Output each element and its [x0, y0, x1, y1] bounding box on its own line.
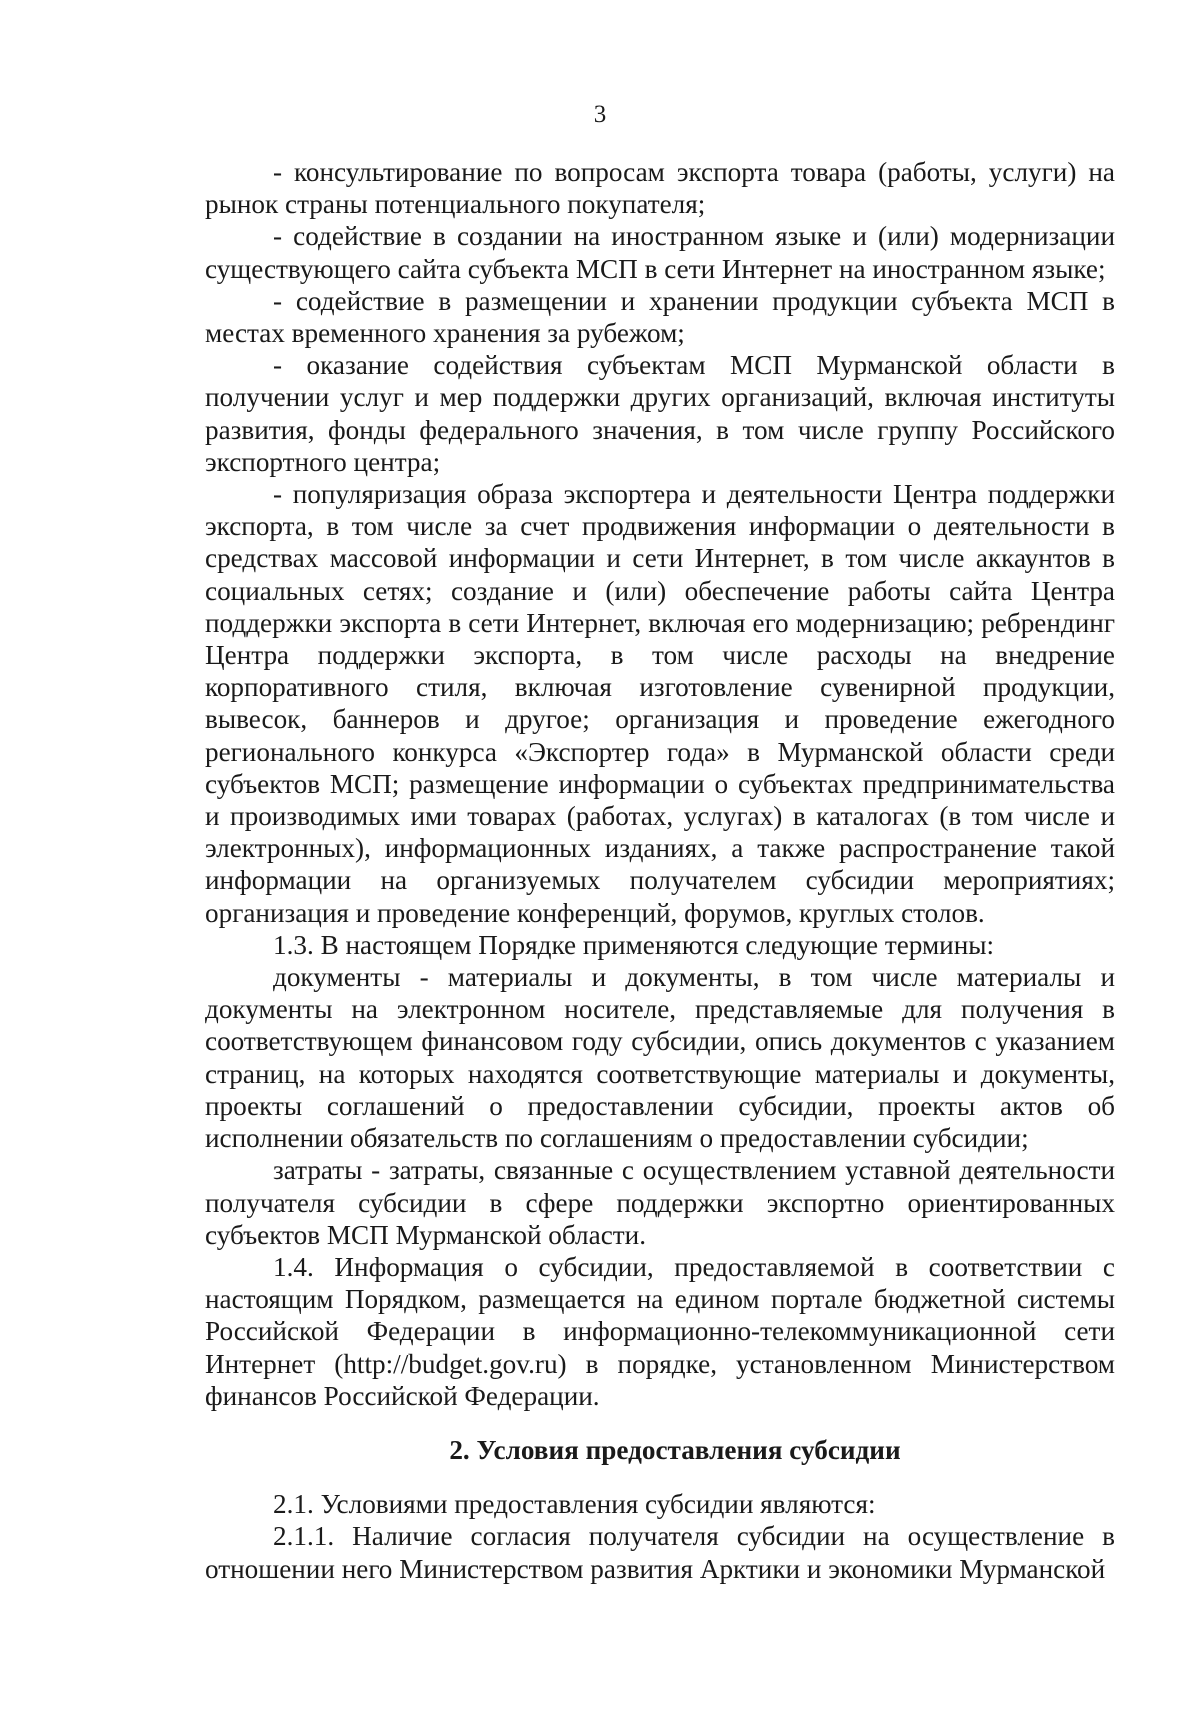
document-body [205, 156, 1115, 1585]
paragraph-support-services: - оказание содействия субъектам МСП Мурманской области в получении услуг и мер поддержки других организаций, включая институты развития, фонды федерального значения, в том числе группу Российского экспортного центра; [205, 350, 1115, 477]
paragraph-condition-consent: 2.1.1. Наличие согласия получателя субсидии на осуществление в отношении него Министерством развития Арктики и экономики Мурманской [205, 1521, 1115, 1584]
paragraph-storage-assistance: - содействие в размещении и хранении продукции субъекта МСП в местах временного хранения за рубежом; [205, 285, 1115, 349]
paragraph-subsidy-info: 1.4. Информация о субсидии, предоставляемой в соответствии с настоящим Порядком, размещается на едином портале бюджетной системы Российской Федерации в информационно-телекоммуникационной сети Интернет (http://budget.gov.ru) в порядке, установленном Министерством финансов Российской Федерации. [205, 1251, 1115, 1411]
paragraph-term-documents: документы - материалы и документы, в том числе материалы и документы на электронном носителе, представляемые для получения в соответствующем финансовом году субсидии, опись документов с указанием страниц, на которых находятся соответствующие материалы и документы, проекты соглашений о предоставлении субсидии, проекты актов об исполнении обязательств по соглашениям о предоставлении субсидии; [205, 962, 1115, 1154]
paragraph-conditions-intro: 2.1. Условиями предоставления субсидии являются: [273, 1489, 876, 1520]
paragraph-export-consulting: - консультирование по вопросам экспорта товара (работы, услуги) на рынок страны потенциального покупателя; [205, 157, 1115, 220]
paragraph-term-costs: затраты - затраты, связанные с осуществлением уставной деятельности получателя субсидии в сфере поддержки экспортно ориентированных субъектов МСП Мурманской области. [205, 1155, 1115, 1250]
page-number: 3 [593, 101, 607, 128]
paragraph-terms-intro: 1.3. В настоящем Порядке применяются следующие термины: [273, 929, 995, 960]
paragraph-popularization: - популяризация образа экспортера и деятельности Центра поддержки экспорта, в том числе за счет продвижения информации о деятельности в средствах массовой информации и сети Интернет, в том числе аккаунтов в социальных сетях; создание и (или) обеспечение работы сайта Центра поддержки экспорта в сети Интернет, включая его модернизацию; ребрендинг Центра поддержки экспорта, в том числе расходы на внедрение корпоративного стиля, включая изготовление сувенирной продукции, вывесок, баннеров и другое; организация и проведение ежегодного регионального конкурса «Экспортер года» в Мурманской области среди субъектов МСП; размещение информации о субъектах предпринимательства и производимых ими товарах (работах, услугах) в каталогах (в том числе и электронных), информационных изданиях, а также распространение такой информации на организуемых получателем субсидии мероприятиях; организация и проведение конференций, форумов, круглых столов. [205, 479, 1115, 928]
paragraph-website-assistance: - содействие в создании на иностранном языке и (или) модернизации существующего сайта субъекта МСП в сети Интернет на иностранном языке; [205, 221, 1115, 284]
section-heading: 2. Условия предоставления субсидии [449, 1434, 901, 1465]
